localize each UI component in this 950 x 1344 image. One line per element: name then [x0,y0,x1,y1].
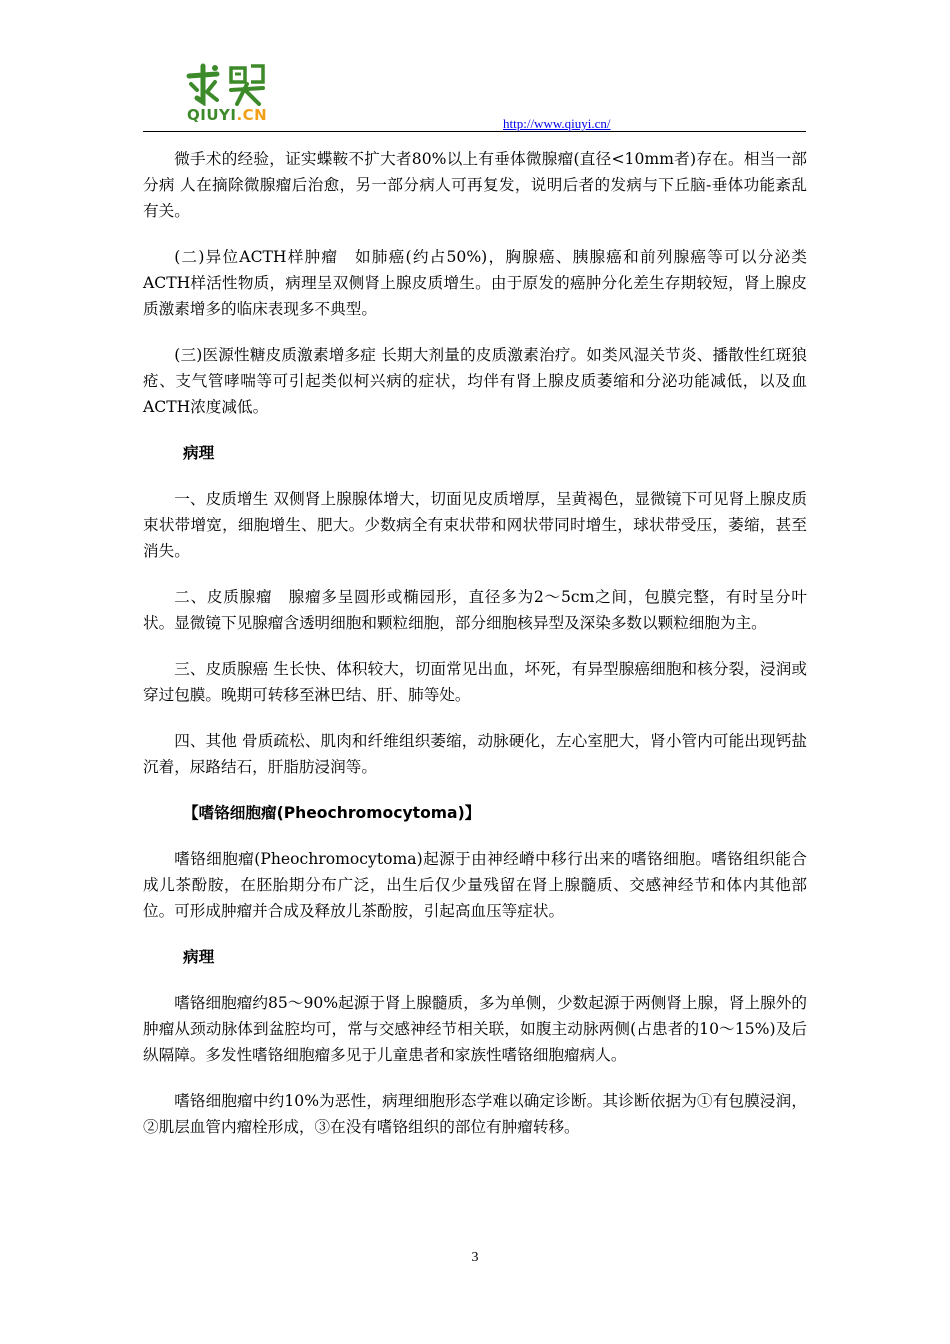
paragraph-2: (二)异位ACTH样肿瘤 如肺癌(约占50%)，胸腺癌、胰腺癌和前列腺癌等可以分泌类ACTH样活性物质，病理呈双侧肾上腺皮质增生。由于原发的癌肿分化差生存期较短，肾上腺皮质激素增多的临床表现多不典型。 [143,248,807,318]
logo-text-qiuyi: QIUYI [187,106,237,124]
paragraph-4: 一、皮质增生 双侧肾上腺腺体增大，切面见皮质增厚，呈黄褐色，显微镜下可见肾上腺皮质束状带增宽，细胞增生、肥大。少数病全有束状带和网状带同时增生，球状带受压，萎缩，甚至消失。 [143,490,807,560]
logo-glyph-yi-icon [227,62,267,106]
section-heading-pheochromocytoma: 【嗜铬细胞瘤(Pheochromocytoma)】 [183,804,481,822]
paragraph-7: 四、其他 骨质疏松、肌肉和纤维组织萎缩，动脉硬化，左心室肥大，肾小管内可能出现钙盐沉着，尿路结石，肝脂肪浸润等。 [143,732,807,776]
logo-wordmark [187,106,267,124]
section-heading-pathology-2: 病理 [183,948,215,966]
paragraph-1: 微手术的经验，证实蝶鞍不扩大者80%以上有垂体微腺瘤(直径<10mm者)存在。相当一部分病 人在摘除微腺瘤后治愈，另一部分病人可再复发，说明后者的发病与下丘脑-垂体功能紊乱有关。 [143,150,807,220]
paragraph-5: 二、皮质腺瘤 腺瘤多呈圆形或椭园形，直径多为2～5cm之间，包膜完整，有时呈分叶状。显微镜下见腺瘤含透明细胞和颗粒细胞，部分细胞核异型及深染多数以颗粒细胞为主。 [143,588,807,632]
paragraph-3: (三)医源性糖皮质激素增多症 长期大剂量的皮质激素治疗。如类风湿关节炎、播散性红斑狼疮、支气管哮喘等可引起类似柯兴病的症状，均伴有肾上腺皮质萎缩和分泌功能减低，以及血ACTH浓度减低。 [143,346,807,416]
article-body [143,146,807,1140]
logo-glyph-qiu-icon [183,62,223,106]
header-url-link[interactable]: http://www.qiuyi.cn/ [503,116,611,131]
site-logo[interactable] [183,62,273,132]
header-divider [143,131,806,132]
page-number: 3 [471,1250,479,1265]
paragraph-10: 嗜铬细胞瘤中约10%为恶性，病理细胞形态学难以确定诊断。其诊断依据为①有包膜浸润，②肌层血管内瘤栓形成，③在没有嗜铬组织的部位有肿瘤转移。 [143,1092,807,1136]
paragraph-8: 嗜铬细胞瘤(Pheochromocytoma)起源于由神经嵴中移行出来的嗜铬细胞。嗜铬组织能合成儿茶酚胺，在胚胎期分布广泛，出生后仅少量残留在肾上腺髓质、交感神经节和体内其他部位。可形成肿瘤并合成及释放儿茶酚胺，引起高血压等症状。 [143,850,807,920]
section-heading-pathology-1: 病理 [183,444,215,462]
paragraph-9: 嗜铬细胞瘤约85～90%起源于肾上腺髓质，多为单侧，少数起源于两侧肾上腺，肾上腺外的肿瘤从颈动脉体到盆腔均可，常与交感神经节相关联，如腹主动脉两侧(占患者的10～15%)及后纵隔障。多发性嗜铬细胞瘤多见于儿童患者和家族性嗜铬细胞瘤病人。 [143,994,807,1064]
logo-calligraphy [183,62,273,106]
paragraph-6: 三、皮质腺癌 生长快、体积较大，切面常见出血，坏死，有异型腺癌细胞和核分裂，浸润或穿过包膜。晚期可转移至淋巴结、肝、肺等处。 [143,660,807,704]
logo-text-cn: .CN [236,106,268,124]
